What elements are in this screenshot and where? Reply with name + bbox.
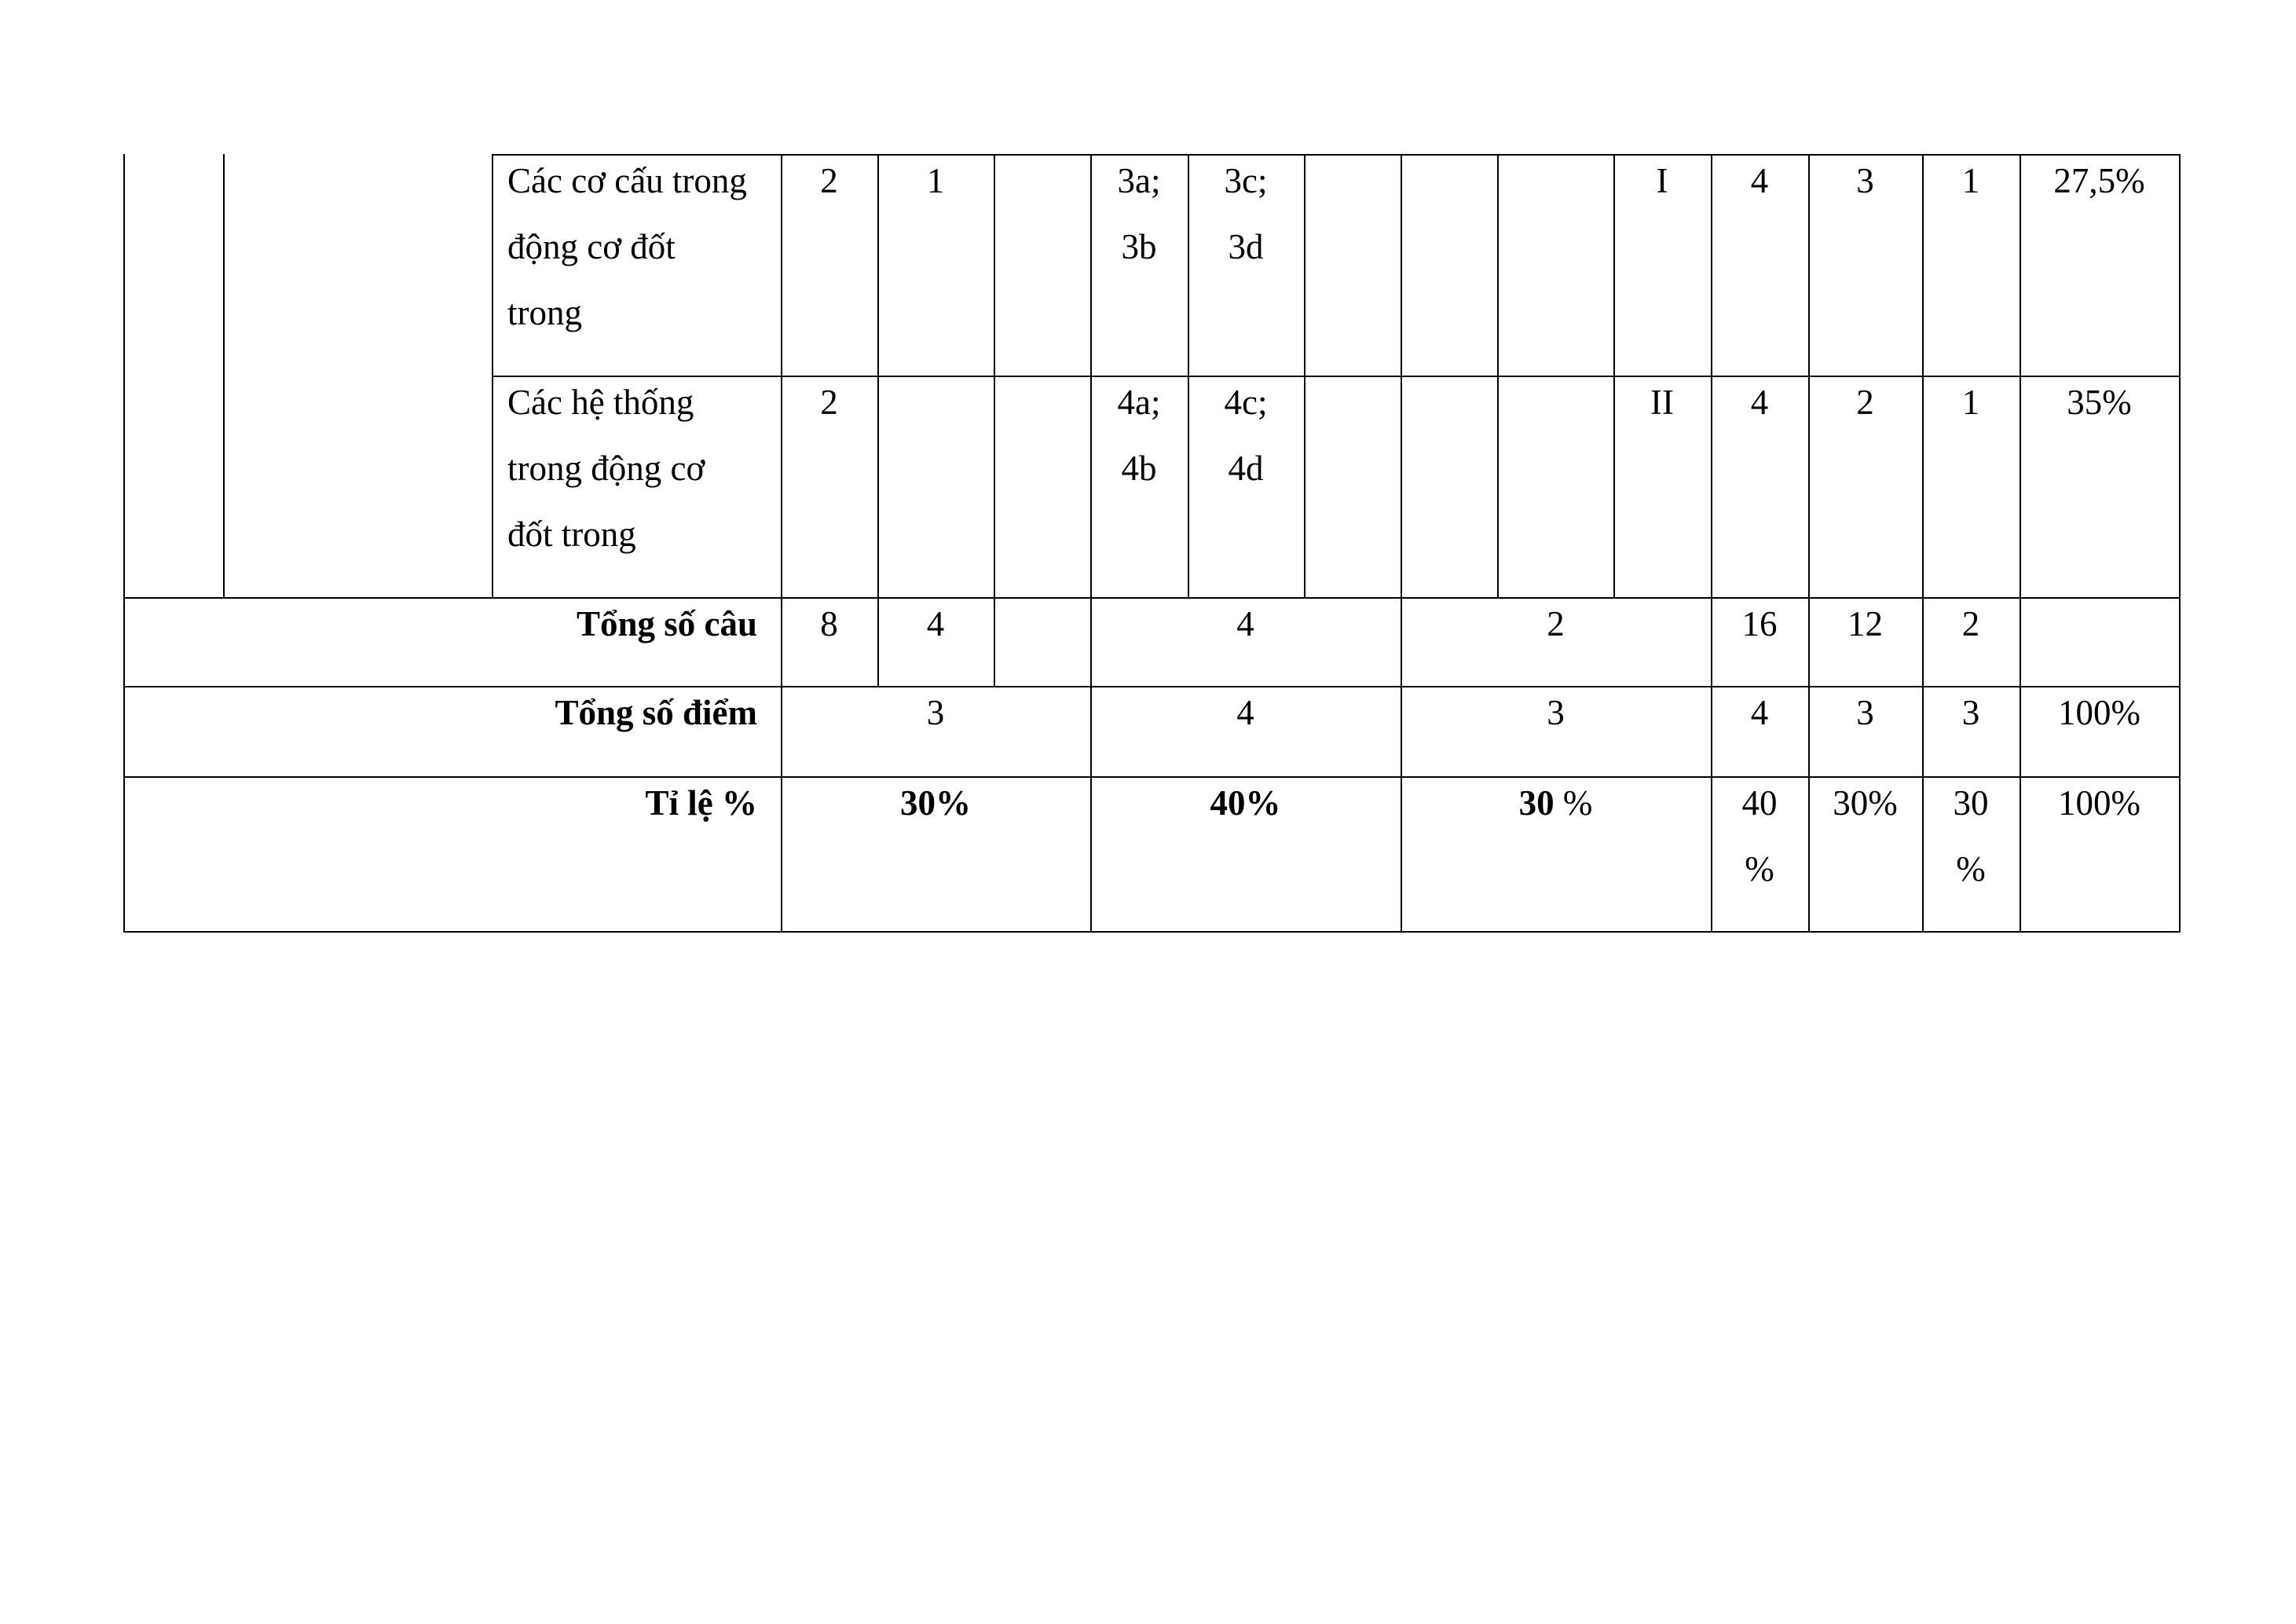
value-cell — [1711, 770, 1808, 902]
value-cell — [1188, 148, 1304, 280]
row-label: Tỉ lệ % — [645, 783, 757, 823]
value-cell: 8 — [820, 604, 838, 643]
value-cell — [1922, 770, 2020, 902]
value-cell — [1401, 770, 1711, 836]
value-cell: 3 — [1856, 161, 1874, 200]
content-line: đốt trong — [507, 515, 636, 554]
value-cell: 4 — [1236, 604, 1254, 643]
content-cell — [492, 369, 781, 567]
value-cell: 4 — [926, 604, 945, 643]
value-cell: 12 — [1847, 604, 1883, 643]
value-cell — [1188, 369, 1304, 501]
value-line: 4b — [1121, 449, 1157, 488]
value-line: 4a; — [1117, 383, 1161, 422]
value-cell — [1090, 369, 1188, 501]
value-unit-part: % — [1554, 783, 1593, 823]
value-cell: 40% — [1210, 783, 1281, 823]
content-line: động cơ đốt — [507, 227, 676, 266]
value-cell: 4 — [1236, 693, 1254, 732]
value-cell — [1090, 148, 1188, 280]
value-bold-part: 30 — [1518, 783, 1554, 823]
value-line: 3c; — [1224, 161, 1268, 200]
value-cell: 27,5% — [2053, 161, 2145, 200]
grid-line — [223, 154, 225, 599]
content-line: trong động cơ — [507, 449, 705, 488]
value-cell: 2 — [820, 161, 838, 200]
value-cell: 2 — [1547, 604, 1565, 643]
row-label: Tổng số câu — [576, 604, 757, 643]
grid-line — [1304, 154, 1305, 599]
value-line: 3d — [1228, 227, 1264, 266]
value-cell: 3 — [1961, 693, 1980, 732]
value-line: % — [1745, 849, 1774, 889]
value-cell: 100% — [2058, 783, 2140, 823]
content-cell — [492, 148, 781, 346]
value-cell: 2 — [820, 383, 838, 422]
value-cell: 30% — [1833, 783, 1898, 823]
value-cell: I — [1656, 161, 1668, 200]
content-line: Các hệ thống — [507, 383, 694, 422]
value-cell: 3 — [1856, 693, 1874, 732]
value-line: 4c; — [1224, 383, 1268, 422]
value-cell: 1 — [1961, 161, 1980, 200]
grid-line — [123, 931, 2181, 933]
value-cell: 4 — [1750, 383, 1769, 422]
grid-line — [2179, 154, 2181, 933]
value-cell: II — [1650, 383, 1674, 422]
value-line: 4d — [1228, 449, 1264, 488]
value-line: 3b — [1121, 227, 1157, 266]
content-line: Các cơ cấu trong — [507, 161, 747, 200]
value-cell: 1 — [1961, 383, 1980, 422]
value-cell: 16 — [1741, 604, 1778, 643]
value-line: 40 — [1741, 783, 1778, 823]
value-line: % — [1956, 849, 1986, 889]
value-cell: 3 — [1547, 693, 1565, 732]
value-cell: 35% — [2067, 383, 2132, 422]
value-cell: 2 — [1856, 383, 1874, 422]
row-label: Tổng số điểm — [555, 693, 757, 732]
value-cell: 30% — [900, 783, 971, 823]
grid-line — [994, 154, 995, 687]
value-cell: 3 — [926, 693, 945, 732]
value-cell: 2 — [1961, 604, 1980, 643]
value-cell: 1 — [926, 161, 945, 200]
value-cell: 4 — [1750, 161, 1769, 200]
grid-line — [1497, 154, 1499, 599]
value-line: 3a; — [1117, 161, 1161, 200]
value-line: 30 — [1953, 783, 1989, 823]
value-cell: 100% — [2058, 693, 2140, 732]
value-cell: 4 — [1750, 693, 1769, 732]
content-line: trong — [507, 293, 582, 332]
